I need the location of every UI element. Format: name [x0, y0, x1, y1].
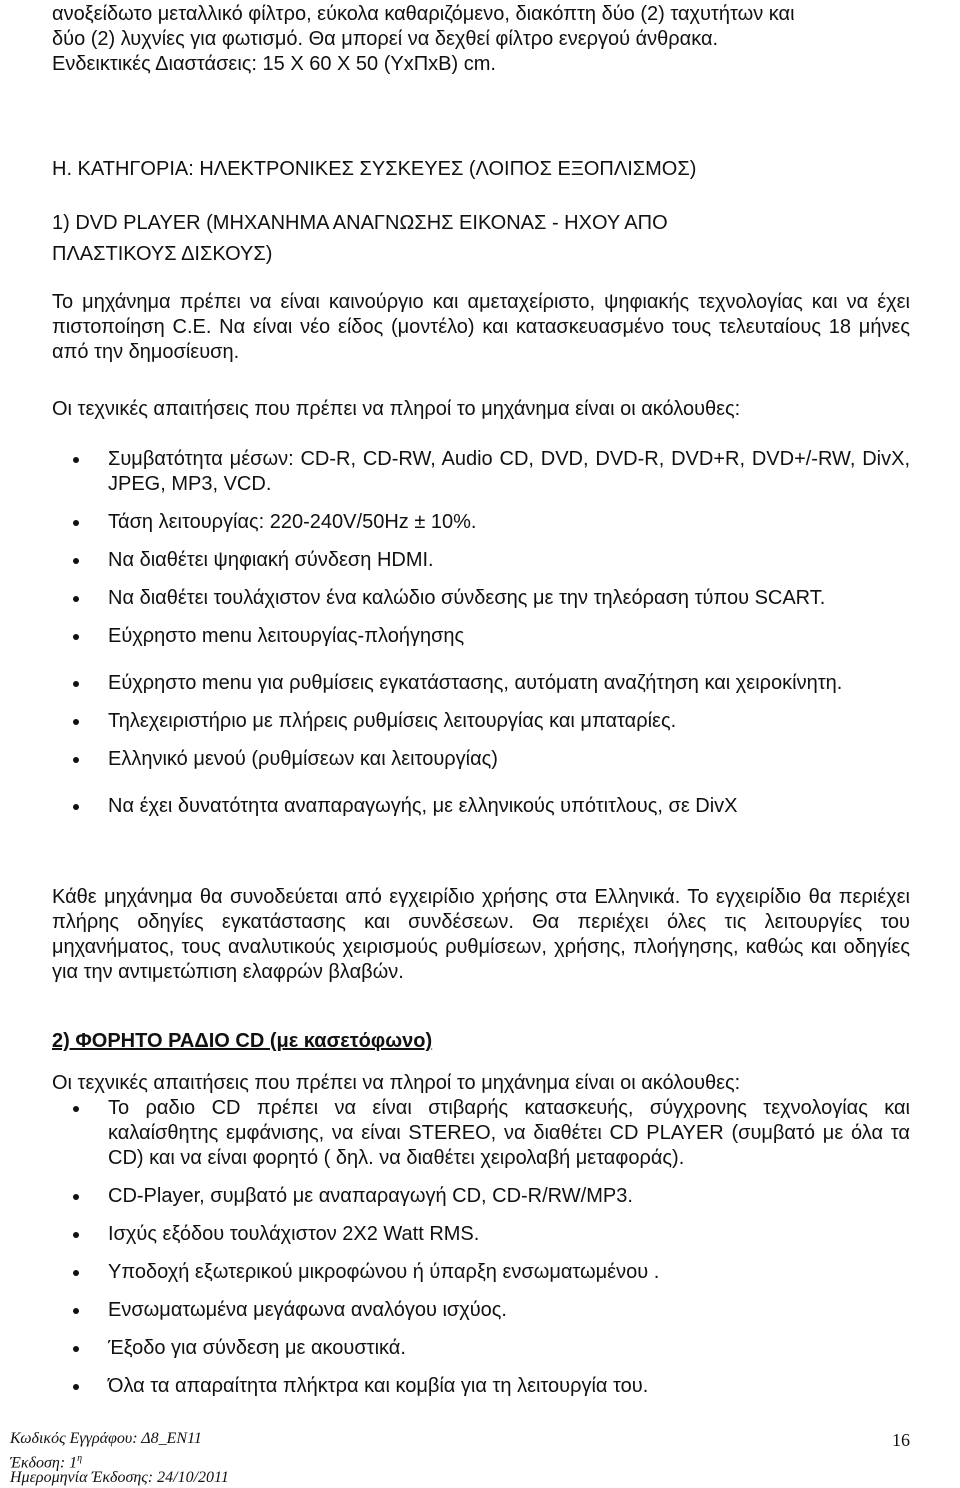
list-item: Ελληνικό μενού (ρυθμίσεων και λειτουργίας): [52, 747, 910, 772]
list-item: Ενσωματωμένα μεγάφωνα αναλόγου ισχύος.: [52, 1298, 910, 1323]
list-item: Να διαθέτει τουλάχιστον ένα καλώδιο σύνδεσης με την τηλεόραση τύπου SCART.: [52, 586, 910, 611]
list-item: Τάση λειτουργίας: 220-240V/50Hz ± 10%.: [52, 510, 910, 535]
page-number: 16: [892, 1430, 910, 1450]
item2-requirements-list: [52, 1096, 910, 1399]
item2-title: 2) ΦΟΡΗΤΟ ΡΑΔΙΟ CD (με κασετόφωνο): [52, 1030, 433, 1052]
list-item: Ισχύς εξόδου τουλάχιστον 2Χ2 Watt RMS.: [52, 1222, 910, 1247]
list-item: Όλα τα απαραίτητα πλήκτρα και κομβία για τη λειτουργία του.: [52, 1374, 910, 1399]
item1-requirements-intro: Οι τεχνικές απαιτήσεις που πρέπει να πληροί το μηχάνημα είναι οι ακόλουθες:: [52, 398, 741, 420]
list-item: CD-Player, συμβατό με αναπαραγωγή CD, CD-R/RW/MP3.: [52, 1184, 910, 1209]
intro-line-2: δύο (2) λυχνίες για φωτισμό. Θα μπορεί να δεχθεί φίλτρο ενεργού άνθρακα.: [52, 28, 719, 50]
footer-edition-sup: η: [77, 1453, 83, 1464]
list-item: Να έχει δυνατότητα αναπαραγωγής, με ελληνικούς υπότιτλους, σε DivX: [52, 794, 910, 819]
list-item: Υποδοχή εξωτερικού μικροφώνου ή ύπαρξη ενσωματωμένου .: [52, 1260, 910, 1285]
item1-description: Το μηχάνημα πρέπει να είναι καινούργιο και αμεταχείριστο, ψηφιακής τεχνολογίας και να έχει πιστοποίηση C.E. Να είναι νέο είδος (μοντέλο) και κατασκευασμένο τους τελευταίους 18 μήνες από την δημοσίευση.: [52, 291, 910, 363]
list-item: Να διαθέτει ψηφιακή σύνδεση HDMI.: [52, 548, 910, 573]
list-item: Εύχρηστο menu για ρυθμίσεις εγκατάστασης, αυτόματη αναζήτηση και χειροκίνητη.: [52, 671, 910, 696]
item2-requirements-intro: Οι τεχνικές απαιτήσεις που πρέπει να πληροί το μηχάνημα είναι οι ακόλουθες:: [52, 1072, 741, 1094]
item1-title: [52, 208, 910, 270]
intro-line-1: ανοξείδωτο μεταλλικό φίλτρο, εύκολα καθαριζόμενο, διακόπτη δύο (2) ταχυτήτων και: [52, 3, 795, 25]
item1-title-line-1: 1) DVD PLAYER (ΜΗΧΑΝΗΜΑ ΑΝΑΓΝΩΣΗΣ ΕΙΚΟΝΑΣ - ΗΧΟΥ ΑΠΟ: [52, 212, 668, 234]
intro-line-3: Ενδεικτικές Διαστάσεις: 15 Χ 60 Χ 50 (ΥxΠxΒ) cm.: [52, 53, 496, 75]
list-item: Το ραδιο CD πρέπει να είναι στιβαρής κατασκευής, σύγχρονης τεχνολογίας και καλαίσθητης εμφάνισης, να είναι STEREO, να διαθέτει CD PLAYER (συμβατό με όλα τα CD) και να είναι φορητό ( δηλ. να διαθέτει χειρολαβή μεταφοράς).: [52, 1096, 910, 1171]
item1-title-line-2: ΠΛΑΣΤΙΚΟΥΣ ΔΙΣΚΟΥΣ): [52, 243, 273, 265]
footer-edition-date: Ημερομηνία Έκδοσης: 24/10/2011: [10, 1469, 229, 1486]
item1-requirements-list: [52, 447, 910, 819]
footer-edition-text: Έκδοση: 1: [10, 1454, 78, 1472]
category-heading: Η. ΚΑΤΗΓΟΡΙΑ: ΗΛΕΚΤΡΟΝΙΚΕΣ ΣΥΣΚΕΥΕΣ (ΛΟΙΠΟΣ ΕΞΟΠΛΙΣΜΟΣ): [52, 158, 697, 180]
footer-doc-code: Κωδικός Εγγράφου: Δ8_ΕΝ11: [10, 1430, 202, 1447]
intro-paragraph: [52, 2, 910, 77]
list-item: Συμβατότητα μέσων: CD-R, CD-RW, Audio CD, DVD, DVD-R, DVD+R, DVD+/-RW, DivX, JPEG, MP3, VCD.: [52, 447, 910, 497]
item1-closing: Κάθε μηχάνημα θα συνοδεύεται από εγχειρίδιο χρήσης στα Ελληνικά. Το εγχειρίδιο θα περιέχει πλήρης οδηγίες εγκατάστασης και συνδέσεων. Θα περιέχει όλες τις λειτουργίες του μηχανήματος, τους αναλυτικούς χειρισμούς ρυθμίσεων, χρήσης, πλοήγησης, καθώς και οδηγίες για την αντιμετώπιση ελαφρών βλαβών.: [52, 886, 910, 983]
list-item: Τηλεχειριστήριο με πλήρεις ρυθμίσεις λειτουργίας και μπαταρίες.: [52, 709, 910, 734]
list-item: Έξοδο για σύνδεση με ακουστικά.: [52, 1336, 910, 1361]
list-item: Εύχρηστο menu λειτουργίας-πλοήγησης: [52, 624, 910, 649]
